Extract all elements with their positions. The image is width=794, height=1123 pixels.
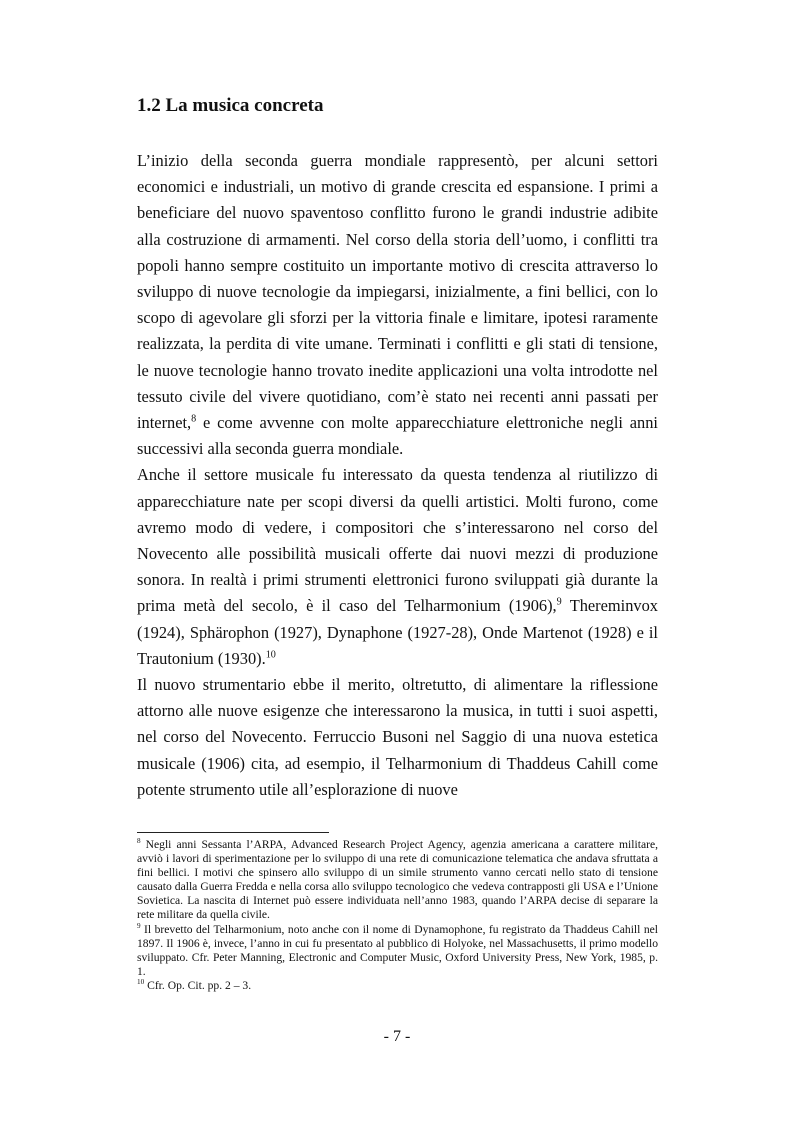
footnote-text: Cfr. Op. Cit. pp. 2 – 3. [144, 978, 252, 992]
body-text [137, 148, 658, 803]
footnote-text: Il brevetto del Telharmonium, noto anche con il nome di Dynamophone, fu registrato da Thaddeus Cahill nel 1897. Il 1906 è, invece, l’anno in cui fu presentato al pubblico di Holyoke, nel Massachusetts, il primo modello sviluppato. Cfr. Peter Manning, Electronic and Computer Music, Oxford University Press, New York, 1985, p. 1. [137, 922, 658, 978]
footnote-number: 8 [137, 837, 141, 846]
paragraph-1 [137, 148, 658, 462]
footnote-ref-10: 10 [265, 649, 276, 661]
paragraph-2-text-b: Thereminvox (1924), Sphärophon (1927), Dynaphone (1927-28), Onde Martenot (1928) e il Trautonium (1930). [137, 596, 658, 668]
footnote-separator [137, 832, 329, 833]
footnote-8 [137, 838, 658, 923]
paragraph-2-text-a: Anche il settore musicale fu interessato da questa tendenza al riutilizzo di apparecchiature nate per scopi diversi da quelli artistici. Molti furono, come avremo modo di vedere, i compositori che s’interessarono nel corso del Novecento alle possibilità musicali offerte dai nuovi mezzi di produzione sonora. In realtà i primi strumenti elettronici furono sviluppati già durante la prima metà del secolo, è il caso del Telharmonium (1906), [137, 465, 658, 616]
paragraph-3-text: Il nuovo strumentario ebbe il merito, oltretutto, di alimentare la riflessione attorno alle nuove esigenze che interessarono la musica, in tutti i suoi aspetti, nel corso del Novecento. Ferruccio Busoni nel Saggio di una nuova estetica musicale (1906) cita, ad esempio, il Telharmonium di Thaddeus Cahill come potente strumento utile all’esplorazione di nuove [137, 675, 658, 799]
page-number: - 7 - [383, 1028, 411, 1045]
section-heading: 1.2 La musica concreta [137, 95, 324, 116]
footnote-text: Negli anni Sessanta l’ARPA, Advanced Research Project Agency, agenzia americana a carattere militare, avviò i lavori di sperimentazione per lo sviluppo di una rete di comunicazione telematica che andava sfruttata a fini bellici. I motivi che spinsero allo sviluppo di un simile strumento vanno cercati nello stato di tensione causato dalla Guerra Fredda e nella corsa allo sviluppo tecnologico che vedeva contrapposti gli USA e l’Unione Sovietica. La nascita di Internet può essere individuata nell’anno 1983, quando l’ARPA decise di separare la rete militare da quella civile. [137, 838, 658, 922]
footnote-number: 10 [137, 978, 145, 987]
paragraph-3 [137, 672, 658, 803]
footnote-10 [137, 979, 658, 993]
paragraph-1-text-a: L’inizio della seconda guerra mondiale rappresentò, per alcuni settori economici e industriali, un motivo di grande crescita ed espansione. I primi a beneficiare del nuovo spaventoso conflitto furono le grandi industrie adibite alla costruzione di armamenti. Nel corso della storia dell’uomo, i conflitti tra popoli hanno sempre costituito un importante motivo di crescita attraverso lo sviluppo di nuove tecnologie da impiegarsi, inizialmente, a fini bellici, con lo scopo di agevolare gli sforzi per la vittoria finale e limitare, ipotesi raramente realizzata, la perdita di vite umane. Terminati i conflitti e gli stati di tensione, le nuove tecnologie hanno trovato inedite applicazioni una volta introdotte nel tessuto civile del vivere quotidiano, com’è stato nei recenti anni passati per internet, [137, 151, 658, 433]
paragraph-2 [137, 462, 658, 672]
paragraph-1-text-b: e come avvenne con molte apparecchiature elettroniche negli anni successivi alla seconda guerra mondiale. [137, 413, 658, 459]
footnote-ref-9: 9 [556, 596, 562, 608]
footnote-ref-8: 8 [191, 413, 197, 425]
footnotes [137, 838, 658, 993]
footnote-9 [137, 923, 658, 979]
footnote-number: 9 [137, 921, 141, 930]
